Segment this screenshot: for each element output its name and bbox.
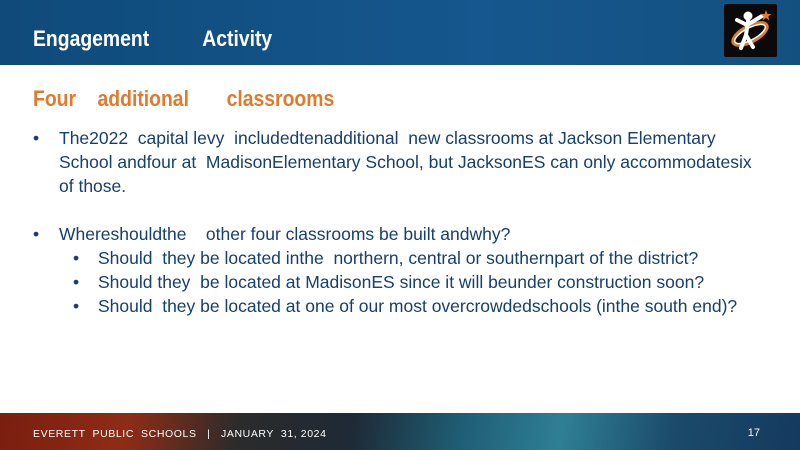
bullet-dot-icon: • [73,248,80,268]
header-bar [0,0,800,65]
section-heading: Four additional classrooms [33,86,335,111]
bullet-dot-icon: • [73,296,80,316]
bullet-dot-icon: • [33,128,40,148]
bullet-item [33,126,763,198]
sub-bullet-text: Should they be located inthe northern, central or southernpart of the district? [98,248,699,268]
footer-label: EVERETT PUBLIC SCHOOLS | JANUARY 31, 2024 [33,428,327,440]
sub-bullet-item [33,270,763,294]
slide-title: Engagement Activity [33,26,273,51]
bullet-dot-icon: • [33,224,40,244]
district-logo-icon [724,4,777,57]
footer-bar [0,413,800,450]
sub-bullet-text: Should they be located at one of our most overcrowdedschools (inthe south end)? [98,296,738,316]
sub-bullet-item [33,294,763,318]
bullet-list [33,126,763,318]
sub-bullet-text: Should they be located at MadisonES since it will beunder construction soon? [98,272,705,292]
bullet-text: Whereshouldthe other four classrooms be built andwhy? [59,224,511,244]
bullet-item [33,222,763,246]
page-number: 17 [747,427,760,439]
sub-bullet-item [33,246,763,270]
bullet-text: The2022 capital levy includedtenadditional new classrooms at Jackson Elementary School andfour at MadisonElementary School, but JacksonES can only accommodatesix of those. [59,128,757,196]
bullet-dot-icon: • [73,272,80,292]
